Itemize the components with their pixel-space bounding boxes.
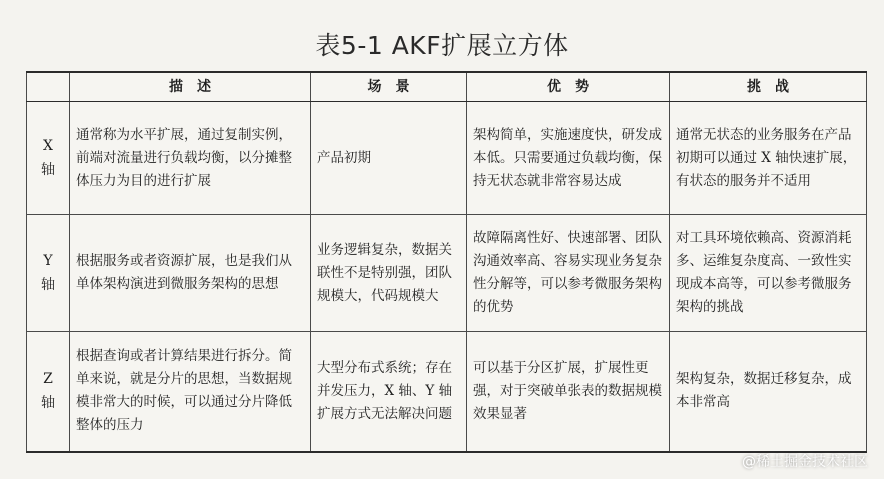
axis-letter: X [43,138,53,154]
watermark: @稀土掘金技术社区 [742,454,868,470]
axis-word: 轴 [41,162,55,178]
header-row [27,72,867,102]
scenario-cell: 业务逻辑复杂，数据关联性不是特别强，团队规模大，代码规模大 [311,215,467,332]
description-cell: 根据服务或者资源扩展，也是我们从单体架构演进到微服务架构的思想 [70,215,311,332]
challenge-cell: 对工具环境依赖高、资源消耗多、运维复杂度高、一致性实现成本高等，可以参考微服务架构的挑战 [670,215,867,332]
description-cell: 根据查询或者计算结果进行拆分。简单来说，就是分片的思想，当数据规模非常大的时候，可以通过分片降低整体的压力 [70,332,311,452]
scenario-cell: 产品初期 [311,102,467,215]
table-title: 表5-1 AKF扩展立方体 [315,31,569,60]
challenge-cell: 通常无状态的业务服务在产品初期可以通过 X 轴快速扩展，有状态的服务并不适用 [670,102,867,215]
axis-letter: Z [43,371,53,388]
scenario-cell: 大型分布式系统；存在并发压力，X 轴、Y 轴扩展方式无法解决问题 [311,332,467,452]
table-row-x [27,102,867,215]
header-advantage: 优势 [467,72,670,102]
advantage-cell: 故障隔离性好、快速部署、团队沟通效率高、容易实现业务复杂性分解等，可以参考微服务架构的优势 [467,215,670,332]
header-challenge: 挑战 [670,72,867,102]
header-axis [27,72,70,102]
advantage-cell: 架构简单，实施速度快，研发成本低。只需要通过负载均衡，保持无状态就非常容易达成 [467,102,670,215]
table-row-z [27,332,867,452]
axis-word: 轴 [41,277,55,293]
table-row-y [27,215,867,332]
axis-cell-y [27,215,70,332]
axis-letter: Y [43,253,53,269]
akf-cube-table [26,71,867,453]
description-cell: 通常称为水平扩展，通过复制实例，前端对流量进行负载均衡，以分摊整体压力为目的进行扩展 [70,102,311,215]
axis-cell-x [27,102,70,215]
advantage-cell: 可以基于分区扩展，扩展性更强，对于突破单张表的数据规模效果显著 [467,332,670,452]
axis-word: 轴 [41,395,55,412]
header-scenario: 场景 [311,72,467,102]
challenge-cell: 架构复杂，数据迁移复杂，成本非常高 [670,332,867,452]
header-description: 描述 [70,72,311,102]
axis-cell-z [27,332,70,452]
